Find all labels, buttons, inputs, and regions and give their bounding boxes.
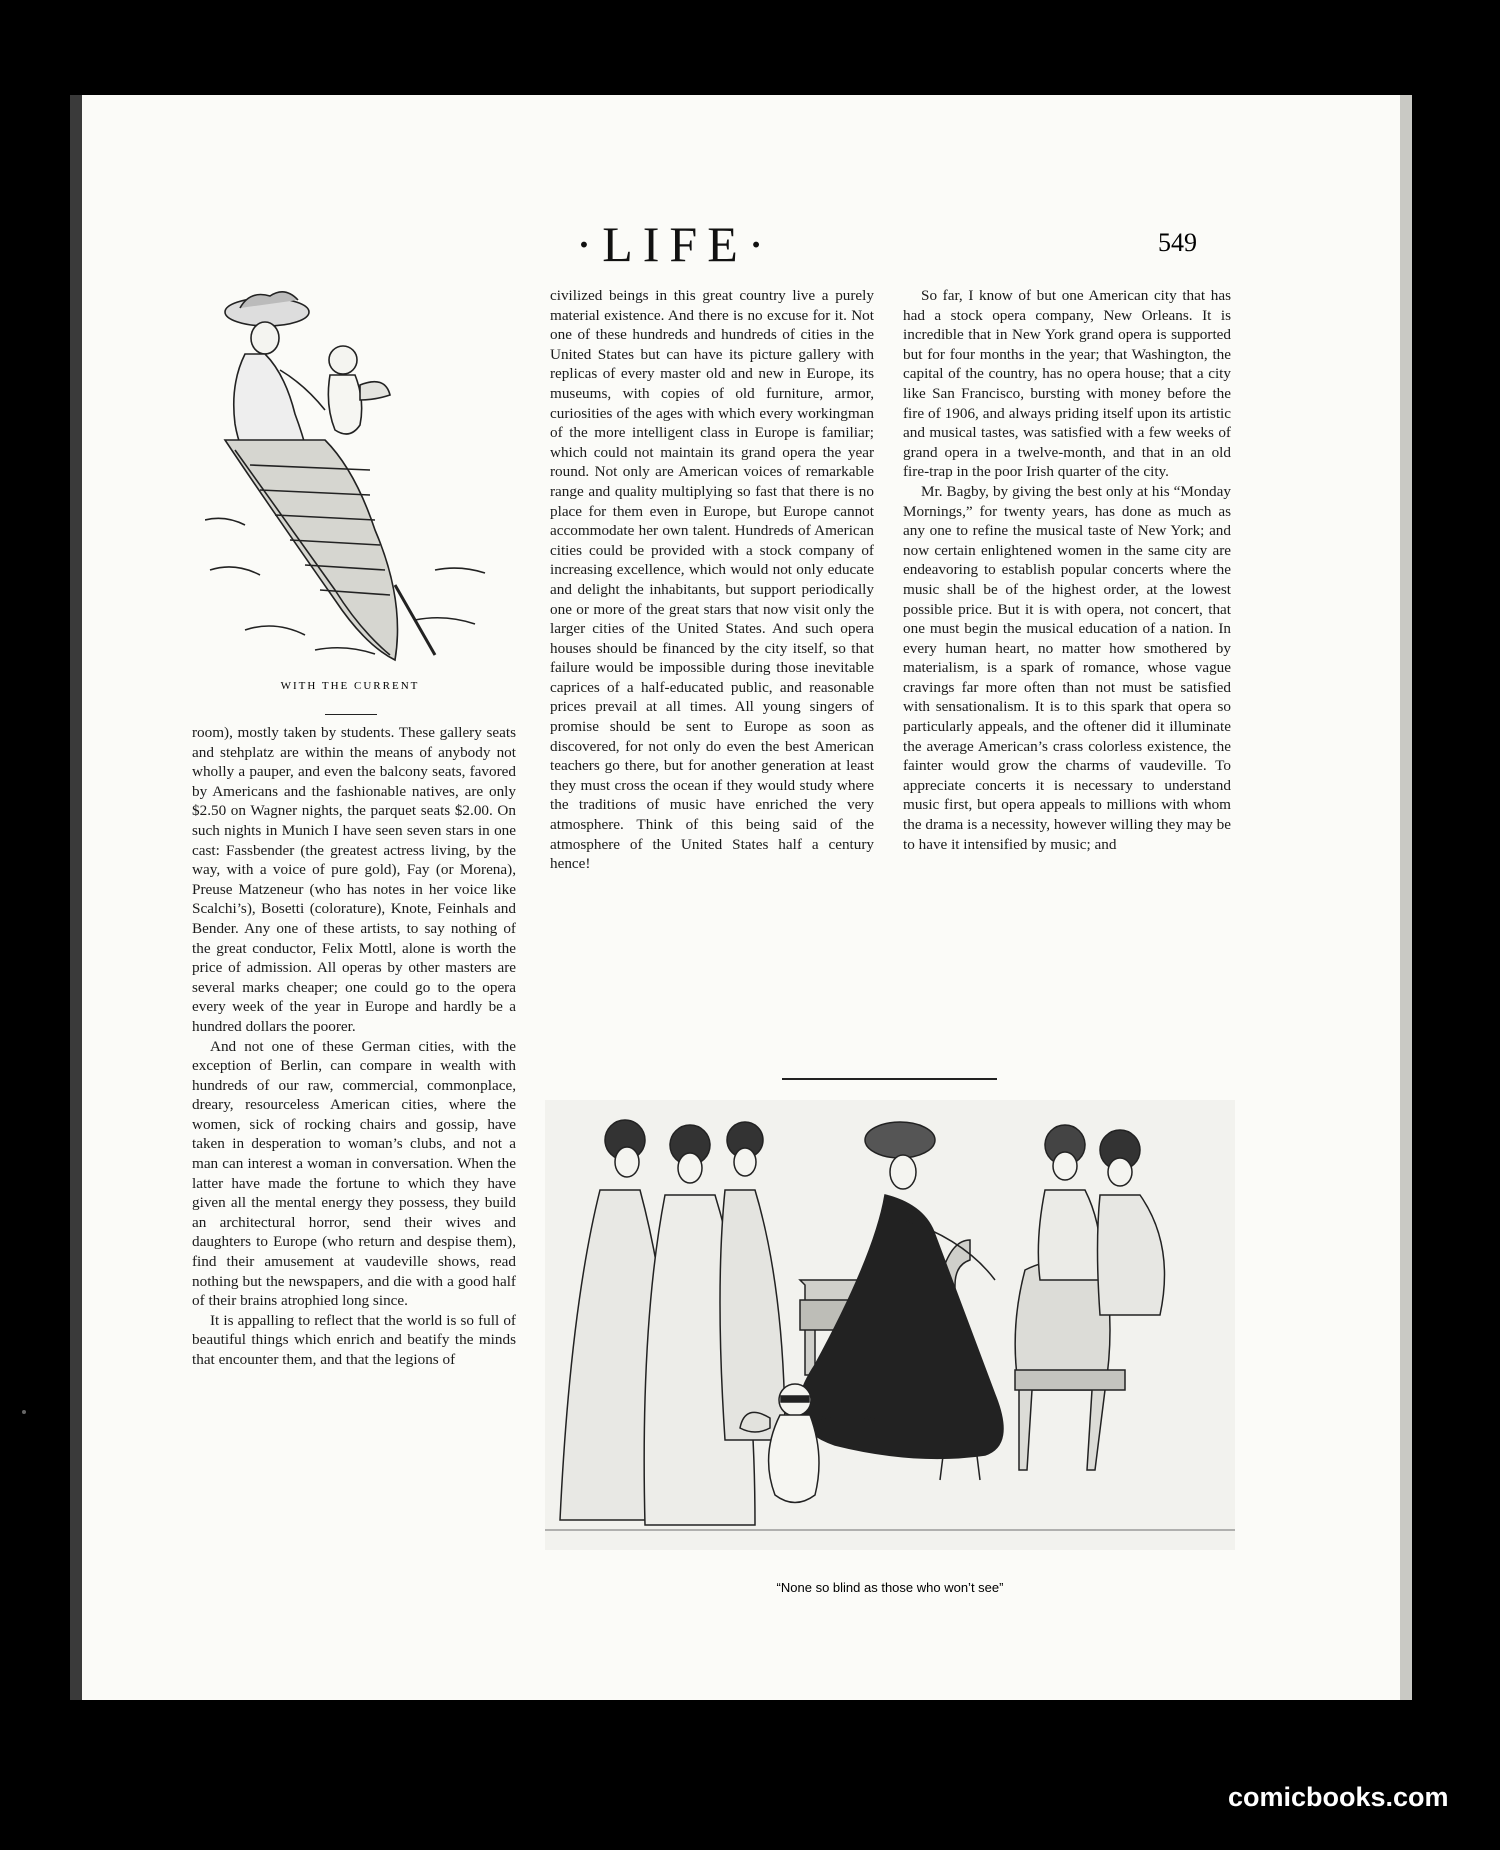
text-column-1: [192, 723, 516, 1370]
canoe-illustration: [205, 290, 505, 665]
scan-speck: [22, 1410, 26, 1414]
masthead-title: ·LIFE·: [575, 216, 775, 272]
top-illustration-caption: WITH THE CURRENT: [280, 680, 420, 692]
section-divider: [782, 1078, 997, 1080]
watermark: comicbooks.com: [1228, 1782, 1449, 1812]
text-column-2: [550, 286, 874, 874]
bottom-illustration-caption: “None so blind as those who won’t see”: [776, 1580, 1004, 1595]
page-edge: [1400, 95, 1412, 1700]
paragraph: And not one of these German cities, with the exception of Berlin, can compare in wealth with hundreds of our raw, commercial, commonplace, dreary, resourceless American cities, where the women, sick of rocking chairs and gossip, have taken in desperation to woman’s clubs, and not a man can interest a woman in conversation. When the latter have made the fortune to which they have given all the mental energy they possess, they build an architectural horror, send their wives and daughters to Europe (who return and despise them), find their amusement at vaudeville shows, read nothing but the newspapers, and die with a good half of their brains atrophied long since.: [192, 1037, 516, 1310]
paragraph: It is appalling to reflect that the world is so full of beautiful things which enrich and beatify the minds that encounter them, and that the legions of: [192, 1311, 516, 1368]
paragraph: So far, I know of but one American city that has had a stock opera company, New Orleans. It is incredible that in New York grand opera is supported but for four months in the year; that Washington, the capital of the country, has no opera house; that a city like San Francisco, bursting with money before the fire of 1906, and always priding itself upon its artistic and musical tastes, was satisfied with a few weeks of grand opera in a twelve-month, and that in an old fire-trap in the poor Irish quarter of the city.: [903, 287, 1231, 481]
cupid-blindfold-illustration: [545, 1100, 1235, 1550]
text-column-3: [903, 286, 1231, 854]
book-spine: [70, 95, 82, 1700]
paragraph: room), mostly taken by students. These gallery seats and stehplatz are within the means of anybody not wholly a pauper, and even the balcony seats, favored by Americans and the fashionable natives, are only $2.50 on Wagner nights, the parquet seats $2.00. On such nights in Munich I have seen seven stars in one cast: Fassbender (the greatest actress living, by the way, with a voice of pure gold), Fay (or Morena), Preuse Matzeneur (who has notes in her voice like Scalchi’s), Bosetti (colorature), Knote, Feinhals and Bender. Any one of these artists, to say nothing of the great conductor, Felix Mottl, alone is worth the price of admission. All operas by other masters are several marks cheaper; one could go to the opera every week of the year in Europe and hardly be a hundred dollars the poorer.: [192, 724, 516, 1035]
page-number: 549: [1158, 228, 1197, 257]
paragraph: civilized beings in this great country live a purely material existence. And there is no excuse for it. Not one of these hundreds and hundreds of cities in the United States but can have its picture gallery with replicas of every master old and new in Europe, its museums, with copies of old furniture, armor, curiosities of the ages with which every workingman of the more intelligent class in Europe is familiar; which could not maintain its grand opera the year round. Not only are American voices of remarkable range and quality multiplying so fast that there is no place for them even in Europe, but Europe cannot accommodate her own talent. Hundreds of American cities could be provided with a stock company of increasing excellence, which would not only educate and delight the inhabitants, but support periodically one or more of the great stars that now visit only the larger cities of the United States. And such opera houses should be financed by the city itself, so that failure would be impossible during those inevitable caprices of a half-educated public, and reasonable prices prevail at all times. All young singers of promise should be sent to Europe as soon as discovered, for not only do even the best American teachers go there, but for another generation at least they must cross the ocean if they would study where the traditions of music have enriched the very atmosphere. Think of this being said of the atmosphere of the United States half a century hence!: [550, 287, 874, 873]
paragraph: Mr. Bagby, by giving the best only at his “Monday Mornings,” for twenty years, has done as much as any one to refine the musical taste of New York; and now certain enlightened women in the same city are endeavoring to establish popular concerts where the music shall be of the highest order, at the lowest possible price. But it is with opera, not concert, that one must begin the musical education of a nation. In every human heart, no matter how smothered by materialism, is a spark of romance, whose vague cravings far more often than not must be satisfied with sensationalism. It is to this spark that opera so particularly appeals, and the oftener did it illuminate the average American’s crass colorless existence, the fainter would grow the charms of vaudeville. To appreciate concerts it is necessary to understand music first, but opera appeals to millions with whom the drama is a necessity, however willing they may be to have it intensified by music; and: [903, 482, 1231, 853]
caption-divider: [325, 714, 377, 715]
